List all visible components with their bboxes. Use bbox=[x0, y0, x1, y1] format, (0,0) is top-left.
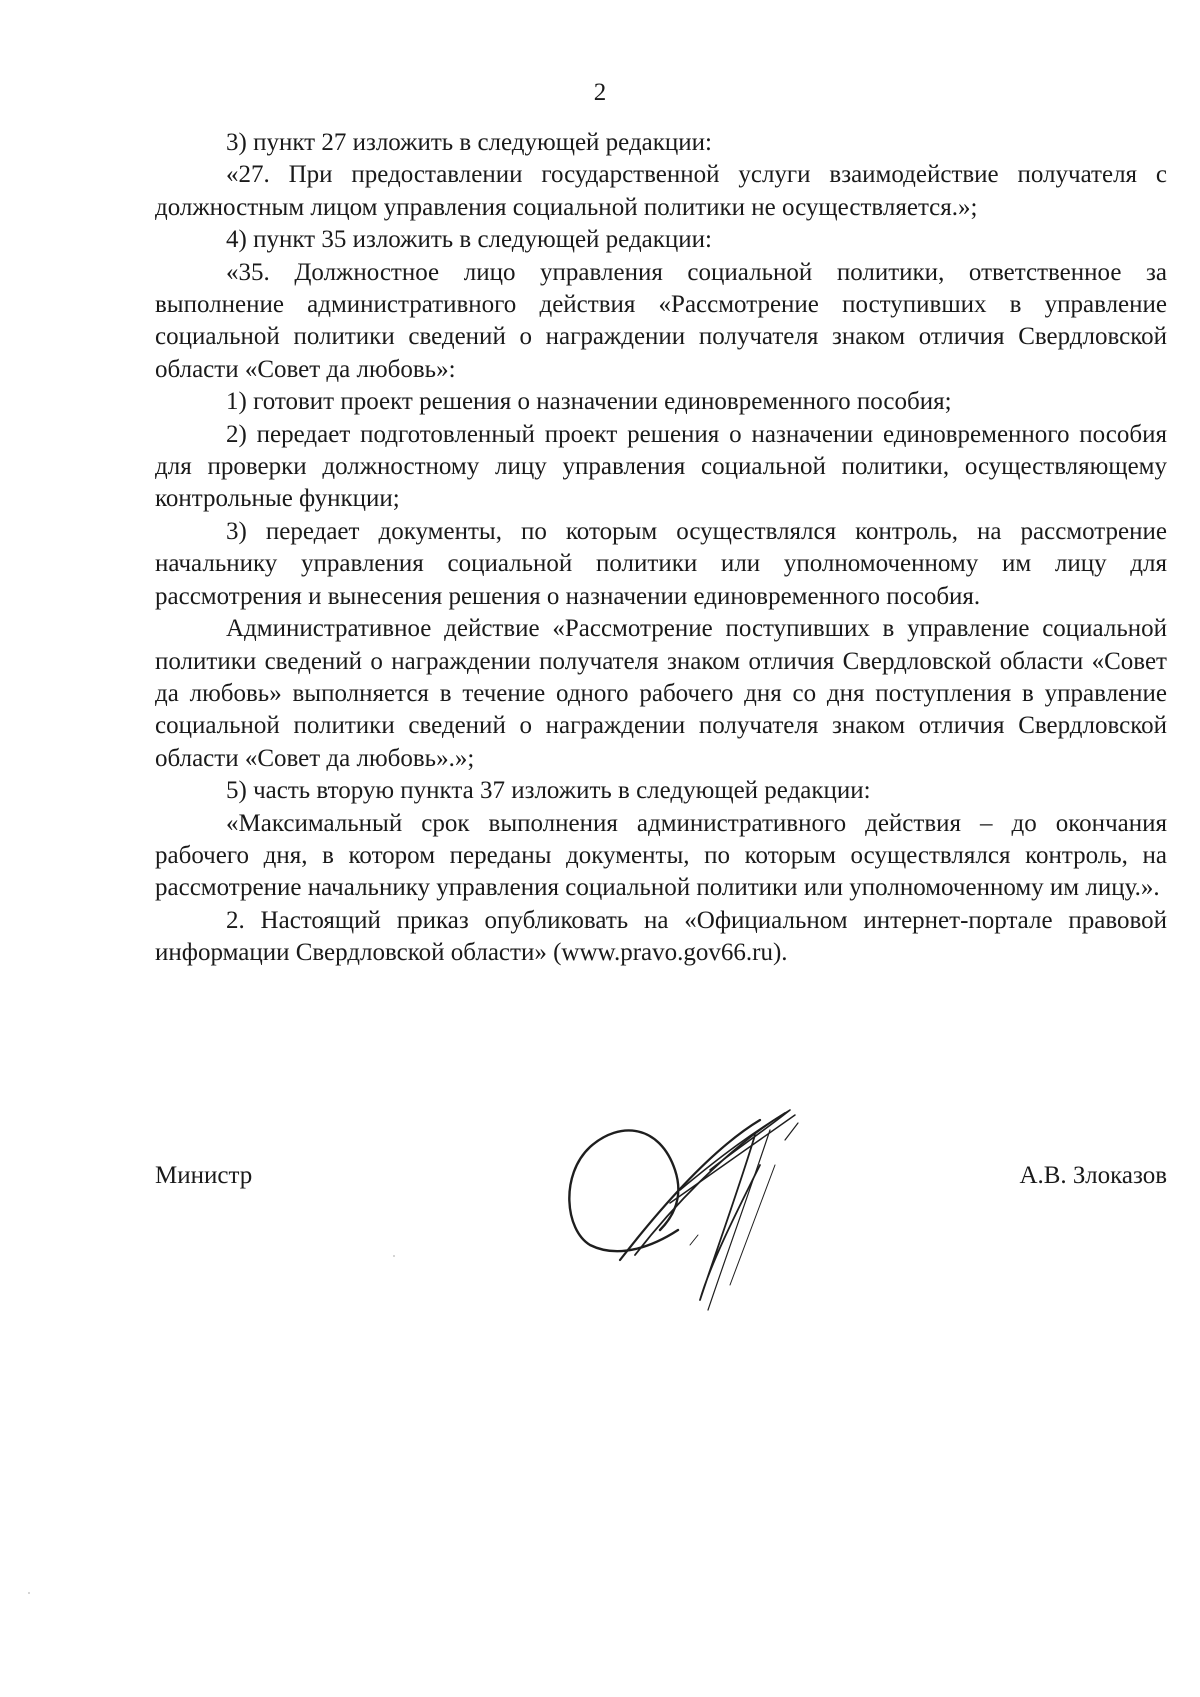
paragraph-max-term: «Максимальный срок выполнения административного действия – до окончания рабочего дня, в котором переданы документы, по которым осуществлялся контроль, на рассмотрение начальнику управления социальной политики или уполномоченному им лицу.». bbox=[155, 809, 1167, 902]
paragraph-item-4: 4) пункт 35 изложить в следующей редакции: bbox=[226, 226, 712, 254]
scan-speck bbox=[393, 1255, 395, 1257]
paragraph-subitem-3: 3) передает документы, по которым осуществлялся контроль, на рассмотрение начальнику управления социальной политики или уполномоченному им лицу для рассмотрения и вынесения решения о назначении единовременного пособия. bbox=[155, 517, 1167, 610]
paragraph-administrative-action: Административное действие «Рассмотрение поступивших в управление социальной политики сведений о награждении получателя знаком отличия Свердловской области «Совет да любовь» выполняется в течение одного рабочего дня со дня поступления в управление социальной политики сведений о награждении получателя знаком отличия Свердловской области «Совет да любовь».»; bbox=[155, 615, 1167, 772]
paragraph-item-3: 3) пункт 27 изложить в следующей редакции: bbox=[226, 129, 712, 156]
paragraph-point-35: «35. Должностное лицо управления социальной политики, ответственное за выполнение административного действия «Рассмотрение поступивших в управление социальной политики сведений о награждении получателя знаком отличия Свердловской области «Совет да любовь»: bbox=[155, 258, 1167, 383]
signatory-name: А.В. Злоказов bbox=[1019, 1162, 1167, 1189]
paragraph-publication: 2. Настоящий приказ опубликовать на «Официальном интернет-портале правовой информации Свердловской области» (www.pravo.gov66.ru). bbox=[155, 906, 1167, 967]
paragraph-item-5: 5) часть вторую пункта 37 изложить в следующей редакции: bbox=[226, 777, 871, 805]
signatory-title: Министр bbox=[155, 1162, 253, 1189]
scan-speck bbox=[28, 1592, 30, 1594]
page-number: 2 bbox=[593, 79, 607, 106]
paragraph-subitem-1: 1) готовит проект решения о назначении единовременного пособия; bbox=[226, 388, 952, 416]
paragraph-point-27: «27. При предоставлении государственной услуги взаимодействие получателя с должностным лицом управления социальной политики не осуществляется.»; bbox=[155, 161, 1167, 221]
paragraph-subitem-2: 2) передает подготовленный проект решения о назначении единовременного пособия для проверки должностному лицу управления социальной политики, осуществляющему контрольные функции; bbox=[155, 420, 1167, 513]
document-body bbox=[155, 127, 1167, 970]
handwritten-signature-icon bbox=[560, 1095, 840, 1325]
